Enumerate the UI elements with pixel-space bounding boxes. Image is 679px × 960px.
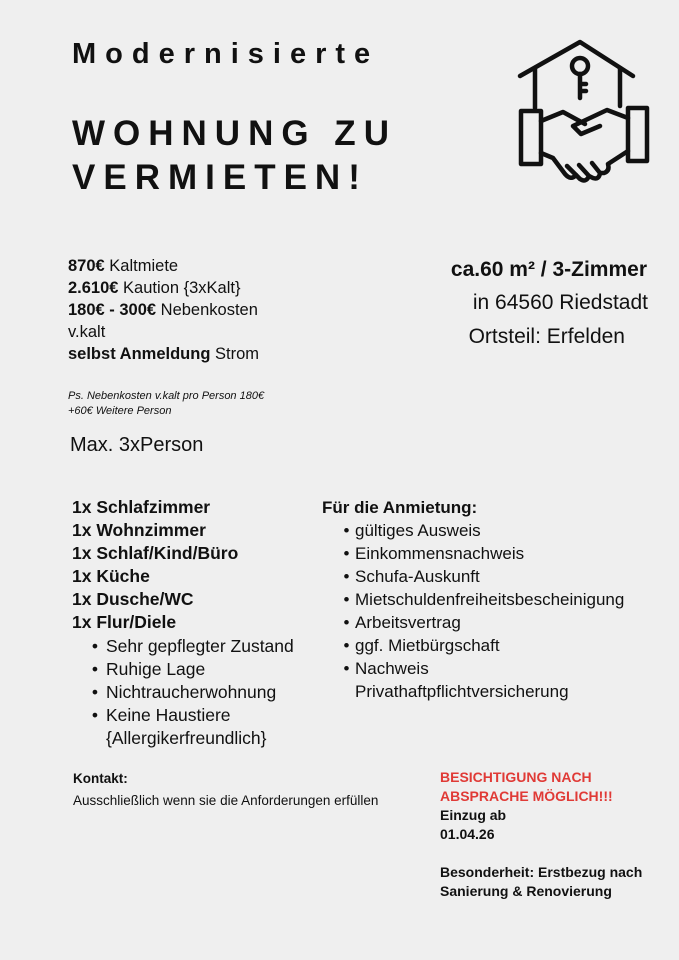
bullet-icon: • [343, 636, 350, 655]
price-label: Kaltmiete [104, 257, 179, 275]
bullet-icon: • [343, 544, 350, 563]
size-rooms: ca.60 m² / 3-Zimmer [450, 258, 647, 281]
requirement-item: • Arbeitsvertrag [338, 611, 645, 634]
house-key-handshake-icon [515, 36, 650, 184]
room-item: 1x Flur/Diele [72, 612, 177, 632]
contact-section [73, 768, 403, 812]
requirement-item: • Mietschuldenfreiheitsbescheinigung [338, 588, 645, 611]
room-item: 1x Wohnzimmer [72, 520, 206, 540]
bullet-icon: • [343, 567, 350, 586]
price-list [68, 255, 259, 365]
feature-item: • Nichtraucherwohnung [84, 681, 306, 704]
move-in-date: 01.04.26 [440, 826, 495, 842]
room-item: 1x Küche [72, 566, 150, 586]
viewing-notice: BESICHTIGUNG NACH ABSPRACHE MÖGLICH!!! [440, 769, 613, 804]
bullet-icon: • [91, 705, 99, 725]
apartment-info [395, 254, 665, 354]
move-in-label: Einzug ab [440, 807, 507, 823]
viewing-section [440, 768, 660, 901]
feature-list [84, 635, 306, 750]
page-title [72, 112, 397, 200]
room-item: 1x Schlaf/Kind/Büro [72, 543, 239, 563]
location: in 64560 Riedstadt [472, 291, 648, 314]
room-item: 1x Dusche/WC [72, 589, 194, 609]
note-line: +60€ Weitere Person [68, 405, 172, 417]
bullet-icon: • [343, 659, 350, 678]
bullet-icon: • [91, 636, 99, 656]
contact-text: Ausschließlich wenn sie die Anforderungen erfüllen [73, 793, 379, 808]
note-line: Ps. Nebenkosten v.kalt pro Person 180€ [68, 390, 265, 402]
requirement-item: • gültiges Ausweis [338, 519, 645, 542]
price-line [68, 321, 259, 343]
price-label: Strom [210, 345, 259, 363]
price-value: 2.610€ [68, 279, 119, 297]
price-line [68, 343, 259, 365]
price-line [68, 277, 259, 299]
price-value: 870€ [68, 257, 105, 275]
requirement-item: • Nachweis Privathaftpflichtversicherung [338, 657, 645, 703]
requirement-item: • Einkommensnachweis [338, 542, 645, 565]
special-note: Besonderheit: Erstbezug nach Sanierung & Renovierung [440, 864, 643, 899]
title-line-2: WOHNUNG ZU [72, 114, 397, 153]
room-list [72, 496, 238, 634]
requirement-item: • Schufa-Auskunft [338, 565, 645, 588]
contact-label: Kontakt: [73, 771, 128, 786]
requirements-title: Für die Anmietung: [322, 498, 478, 517]
bullet-icon: • [91, 659, 99, 679]
title-line-3: VERMIETEN! [72, 158, 368, 197]
bullet-icon: • [343, 590, 350, 609]
cost-note [68, 389, 264, 419]
bullet-icon: • [91, 682, 99, 702]
price-label: v.kalt [68, 323, 106, 341]
requirements [322, 496, 645, 703]
room-item: 1x Schlafzimmer [72, 497, 211, 517]
feature-item: • Ruhige Lage [84, 658, 306, 681]
max-persons: Max. 3xPerson [70, 434, 204, 456]
price-label: Kaution {3xKalt} [118, 279, 241, 297]
price-value: selbst Anmeldung [68, 345, 211, 363]
price-value: 180€ - 300€ [68, 301, 157, 319]
price-line [68, 299, 259, 321]
price-label: Nebenkosten [156, 301, 258, 319]
price-line [68, 255, 259, 277]
requirements-list [338, 519, 645, 703]
title-line-1: Modernisierte [72, 38, 380, 70]
bullet-icon: • [343, 521, 350, 540]
requirement-item: • ggf. Mietbürgschaft [338, 634, 645, 657]
feature-item: • Keine Haustiere {Allergikerfreundlich} [84, 704, 306, 750]
district: Ortsteil: Erfelden [468, 325, 625, 348]
bullet-icon: • [343, 613, 350, 632]
feature-item: • Sehr gepflegter Zustand [84, 635, 306, 658]
